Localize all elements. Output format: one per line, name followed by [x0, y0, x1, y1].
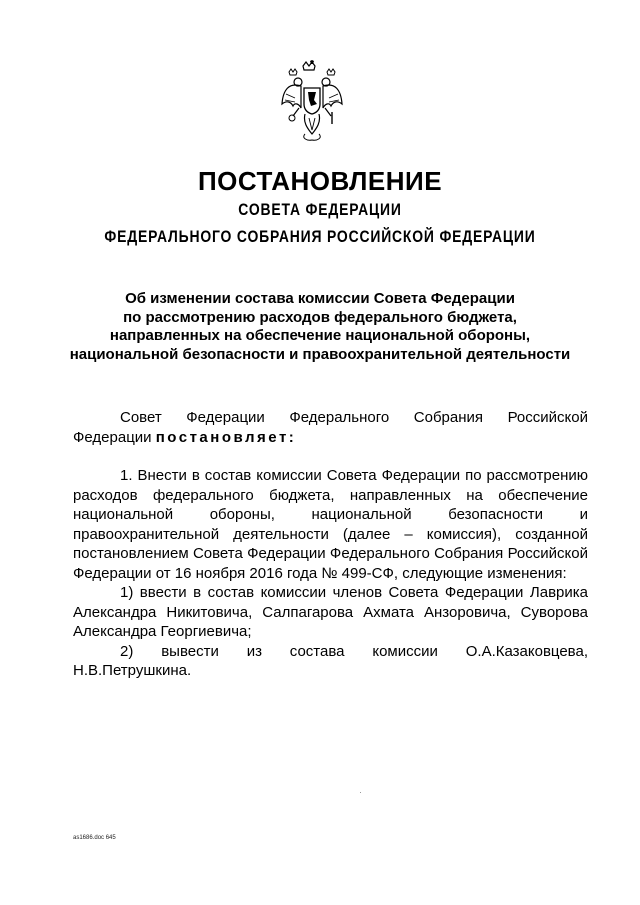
- russian-coat-of-arms-icon: [281, 60, 343, 142]
- item-1-subitem-1: 1) ввести в состав комиссии членов Совета Федерации Лаврика Александра Никитовича, Салпагарова Ахмата Анзоровича, Суворова Александра Георгиевича;: [73, 584, 588, 640]
- scan-speck: [360, 792, 361, 793]
- item-1: 1. Внести в состав комиссии Совета Федерации по рассмотрению расходов федерального бюджета, направленных на обеспечение национальной обороны, национальной безопасности и правоохранительной деятельности (далее – комиссия), созданной постановлением Совета Федерации Федерального Собрания Российской Федерации от 16 ноября 2016 года № 499-СФ, следующие изменения:: [73, 467, 588, 582]
- preamble-paragraph: [73, 408, 588, 447]
- heading-line: направленных на обеспечение национальной обороны,: [109, 327, 531, 345]
- issuer-line-2: ФЕДЕРАЛЬНОГО СОБРАНИЯ РОССИЙСКОЙ ФЕДЕРАЦИИ: [104, 227, 536, 246]
- operative-verb: постановляет:: [155, 428, 297, 446]
- heading-line: по рассмотрению расходов федерального бюджета,: [123, 308, 517, 326]
- heading-line: Об изменении состава комиссии Совета Федерации: [125, 290, 515, 307]
- resolution-heading: [40, 290, 600, 364]
- preamble: [73, 408, 588, 447]
- heading-line: национальной безопасности и правоохранительной деятельности: [69, 345, 571, 363]
- file-reference: as1686.doc 645: [73, 835, 116, 841]
- issuer-line-1: СОВЕТА ФЕДЕРАЦИИ: [238, 200, 402, 219]
- resolution-items: [73, 466, 588, 681]
- document-title: ПОСТАНОВЛЕНИЕ: [197, 166, 443, 196]
- item-1-subitem-2: 2) вывести из состава комиссии О.А.Казаковцева, Н.В.Петрушкина.: [73, 642, 588, 679]
- preamble-text: Совет Федерации Федерального Собрания Российской Федерации: [73, 409, 588, 446]
